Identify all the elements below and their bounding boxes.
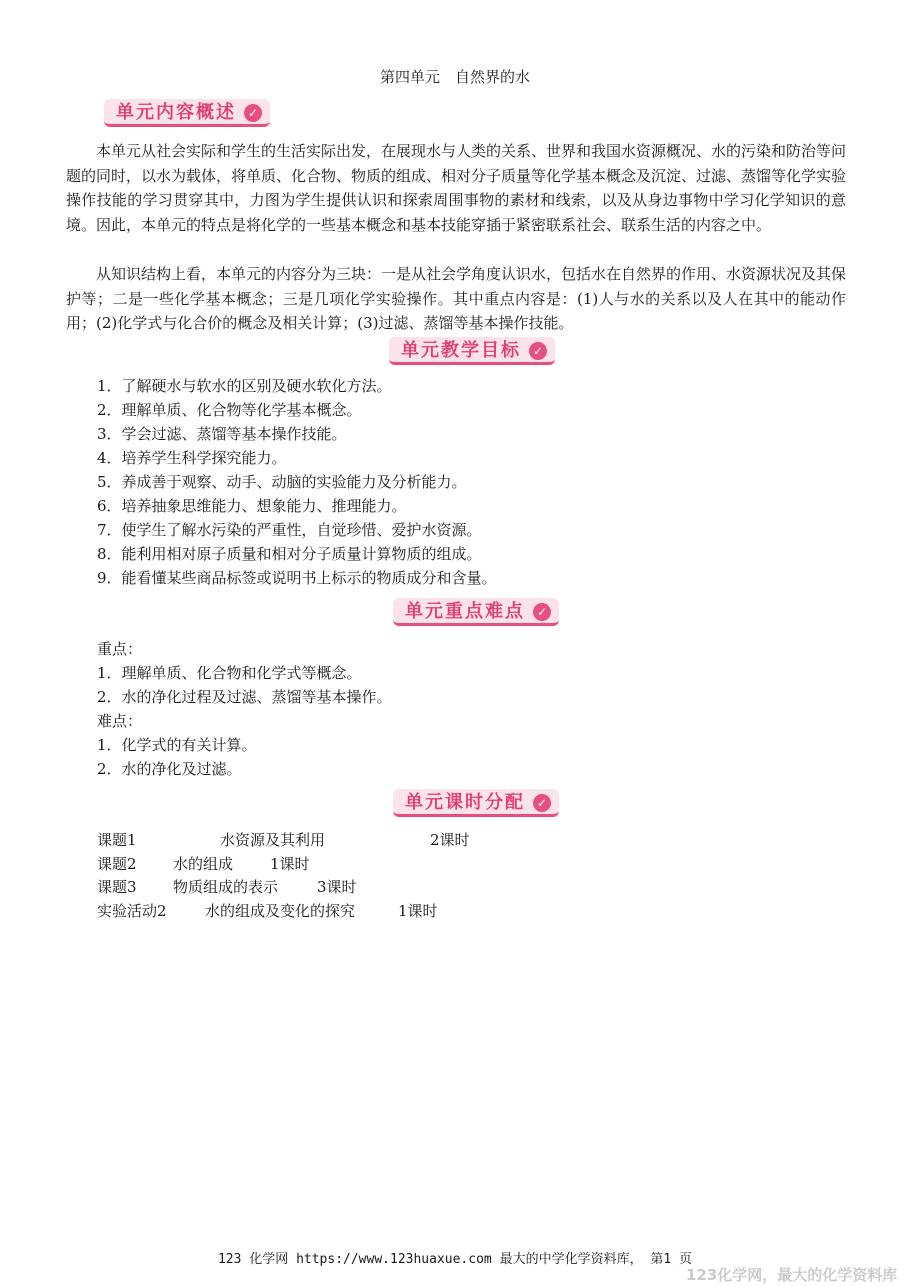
list-item: 1．了解硬水与软水的区别及硬水软化方法。 [97, 377, 392, 395]
list-item: 3．学会过滤、蒸馏等基本操作技能。 [97, 425, 347, 443]
schedule-row [97, 876, 137, 898]
watermark: 123化学网，最大的化学资料库 [686, 1266, 898, 1284]
list-item: 9．能看懂某些商品标签或说明书上标示的物质成分和含量。 [97, 569, 497, 587]
goals-list [97, 374, 857, 590]
list-item: 2．水的净化及过滤。 [97, 760, 242, 778]
list-item: 1．理解单质、化合物和化学式等概念。 [97, 664, 362, 682]
section-banner-goals [389, 337, 555, 365]
schedule-hours: 1课时 [270, 855, 310, 873]
schedule-topic: 课题3 [97, 878, 137, 896]
overview-paragraph-1: 本单元从社会实际和学生的生活实际出发，在展现水与人类的关系、世界和我国水资源概况、水的污染和防治等问题的同时，以水为载体，将单质、化合物、物质的组成、相对分子质量等化学基本概念及沉淀、过滤、蒸馏等化学实验操作技能的学习贯穿其中，力图为学生提供认识和探索周围事物的素材和线索，以及从身边事物中学习化学知识的意境。因此，本单元的特点是将化学的一些基本概念和基本技能穿插于紧密联系社会、联系生活的内容之中。 [66, 142, 847, 234]
schedule-hours: 2课时 [430, 831, 470, 849]
list-item: 7．使学生了解水污染的严重性，自觉珍惜、爱护水资源。 [97, 521, 482, 539]
check-icon: ✓ [529, 342, 547, 360]
list-item: 8．能利用相对原子质量和相对分子质量计算物质的组成。 [97, 545, 482, 563]
list-item: 2．理解单质、化合物等化学基本概念。 [97, 401, 362, 419]
schedule-name: 水的组成及变化的探究 [205, 902, 356, 920]
list-item: 1．化学式的有关计算。 [97, 736, 257, 754]
check-icon: ✓ [244, 104, 262, 122]
schedule-topic: 实验活动2 [97, 902, 167, 920]
schedule-name: 水的组成 [173, 855, 234, 873]
schedule-name: 水资源及其利用 [220, 831, 326, 849]
schedule-topic: 课题2 [97, 855, 137, 873]
list-item: 2．水的净化过程及过滤、蒸馏等基本操作。 [97, 688, 392, 706]
schedule-topic: 课题1 [97, 831, 137, 849]
difficult-points-label: 难点： [97, 712, 143, 730]
section-title: 单元内容概述 [116, 102, 236, 123]
check-icon: ✓ [533, 794, 551, 812]
overview-paragraph-2: 从知识结构上看，本单元的内容分为三块：一是从社会学角度认识水，包括水在自然界的作用、水资源状况及其保护等；二是一些化学基本概念；三是几项化学实验操作。其中重点内容是：(1)人与水的关系以及人在其中的能动作用；(2)化学式与化合价的概念及相关计算；(3)过滤、蒸馏等基本操作技能。 [66, 265, 847, 332]
section-banner-overview [104, 99, 270, 127]
schedule-hours: 3课时 [317, 878, 357, 896]
schedule-name: 物质组成的表示 [173, 878, 279, 896]
list-item: 6．培养抽象思维能力、想象能力、推理能力。 [97, 497, 407, 515]
focus-list [97, 637, 857, 781]
schedule-row [97, 829, 137, 851]
page-footer: 123 化学网 https://www.123huaxue.com 最大的中学化学资料库， 第1 页 [217, 1252, 693, 1267]
schedule-hours: 1课时 [398, 902, 438, 920]
check-icon: ✓ [533, 603, 551, 621]
list-item: 5．养成善于观察、动手、动脑的实验能力及分析能力。 [97, 473, 467, 491]
list-item: 4．培养学生科学探究能力。 [97, 449, 287, 467]
schedule-row [97, 900, 167, 922]
schedule-row [97, 853, 137, 875]
section-title: 单元课时分配 [405, 792, 525, 813]
section-title: 单元重点难点 [405, 601, 525, 622]
section-banner-focus [393, 598, 559, 626]
key-points-label: 重点： [97, 640, 143, 658]
page-title: 第四单元 自然界的水 [379, 68, 530, 86]
section-title: 单元教学目标 [401, 340, 521, 361]
section-banner-hours [393, 789, 559, 817]
